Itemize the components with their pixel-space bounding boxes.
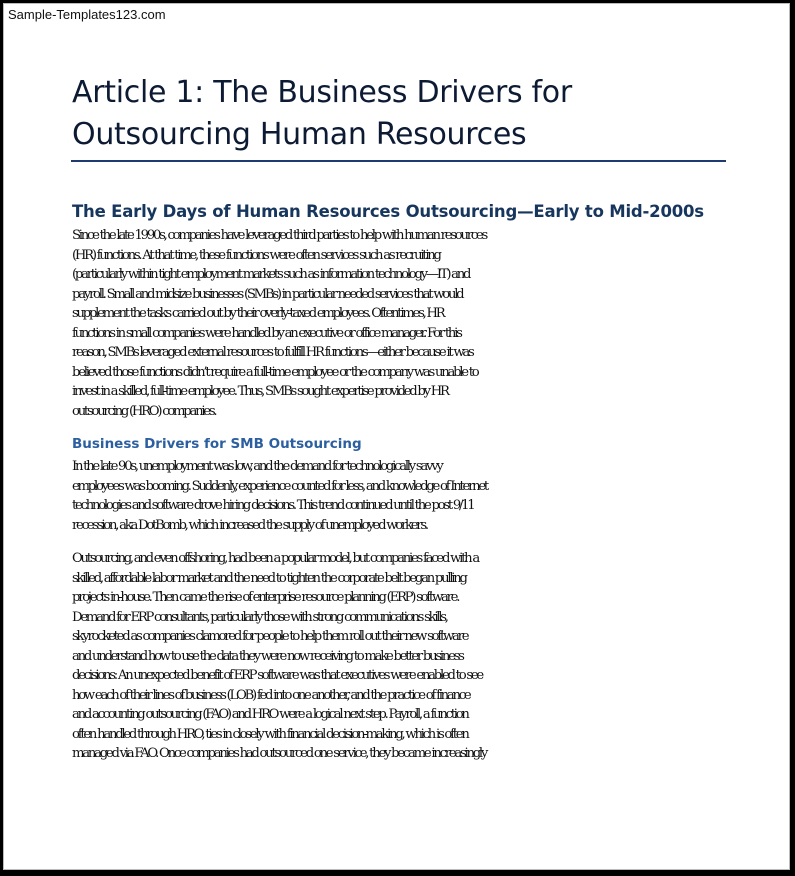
text-line: employees was booming. Suddenly, experience counted for less, and knowledge of Internet	[72, 478, 487, 494]
subsection-heading: Business Drivers for SMB Outsourcing	[72, 436, 362, 452]
title-line-2: Outsourcing Human Resources	[72, 117, 527, 152]
text-line: invest in a skilled, full-time employee. Thus, SMBs sought expertise provided by HR	[72, 384, 448, 399]
text-line: and understand how to use the data they were now receiving to make better business	[72, 648, 463, 664]
document-page	[3, 3, 790, 870]
text-line: outsourcing (HRO) companies.	[72, 403, 216, 419]
text-line: reason, SMBs leveraged external resources to fulfill HR functions—either because it was	[72, 345, 473, 360]
paragraph-2	[72, 457, 742, 535]
text-line: skilled, affordable labor market and the need to tighten the corporate belt began pulling	[72, 570, 466, 586]
text-line: (particularly within tight employment markets such as information technology—IT) and	[72, 267, 470, 282]
text-line: how each of their lines of business (LOB) fed into one another, and the practice of finance	[72, 687, 470, 703]
text-line: and accounting outsourcing (FAO) and HRO were a logical next step. Payroll, a function	[72, 707, 468, 722]
title-line-1: Article 1: The Business Drivers for	[72, 75, 572, 110]
article-title	[72, 72, 732, 156]
paragraph-3	[72, 549, 742, 764]
text-line: Outsourcing, and even offshoring, had been a popular model, but companies faced with a	[72, 551, 478, 566]
text-line: payroll. Small and midsize businesses (SMBs) in particular needed services that would	[72, 286, 463, 302]
text-line: often handled through HRO, ties in closely with financial decision-making, which is often	[72, 726, 468, 742]
text-line: decisions: An unexpected benefit of ERP software was that executives were enabled to see	[72, 668, 482, 683]
watermark: Sample-Templates123.com	[8, 7, 166, 22]
text-line: recession, aka DotBomb, which increased the supply of unemployed workers.	[72, 517, 427, 533]
text-line: projects in-house. Then came the rise of enterprise resource planning (ERP) software.	[72, 590, 459, 605]
text-line: (HR) functions. At that time, these functions were often services such as recruiting	[72, 247, 440, 263]
text-line: Since the late 1990s, companies have leveraged third parties to help with human resources	[72, 228, 487, 243]
text-line: believed those functions didn’t require a full-time employee or the company was unable to	[72, 364, 478, 380]
title-rule	[71, 160, 726, 162]
text-line: managed via FAO. Once companies had outsourced one service, they became increasingly	[72, 746, 487, 761]
text-line: skyrocketed as companies clamored for people to help them roll out their new software	[72, 629, 468, 644]
section-heading: The Early Days of Human Resources Outsourcing—Early to Mid-2000s	[72, 202, 704, 221]
text-line: functions in small companies were handled by an executive or office manager. For this	[72, 325, 461, 341]
text-line: technologies and software drove hiring decisions. This trend continued until the post 9/11	[72, 498, 474, 513]
paragraph-1	[72, 226, 742, 421]
text-line: Demand for ERP consultants, particularly those with strong communications skills,	[72, 609, 447, 625]
text-line: supplement the tasks carried out by their overly-taxed employees. Oftentimes, HR	[72, 306, 444, 321]
text-line: In the late 90s, unemployment was low, and the demand for technologically savvy	[72, 459, 442, 474]
